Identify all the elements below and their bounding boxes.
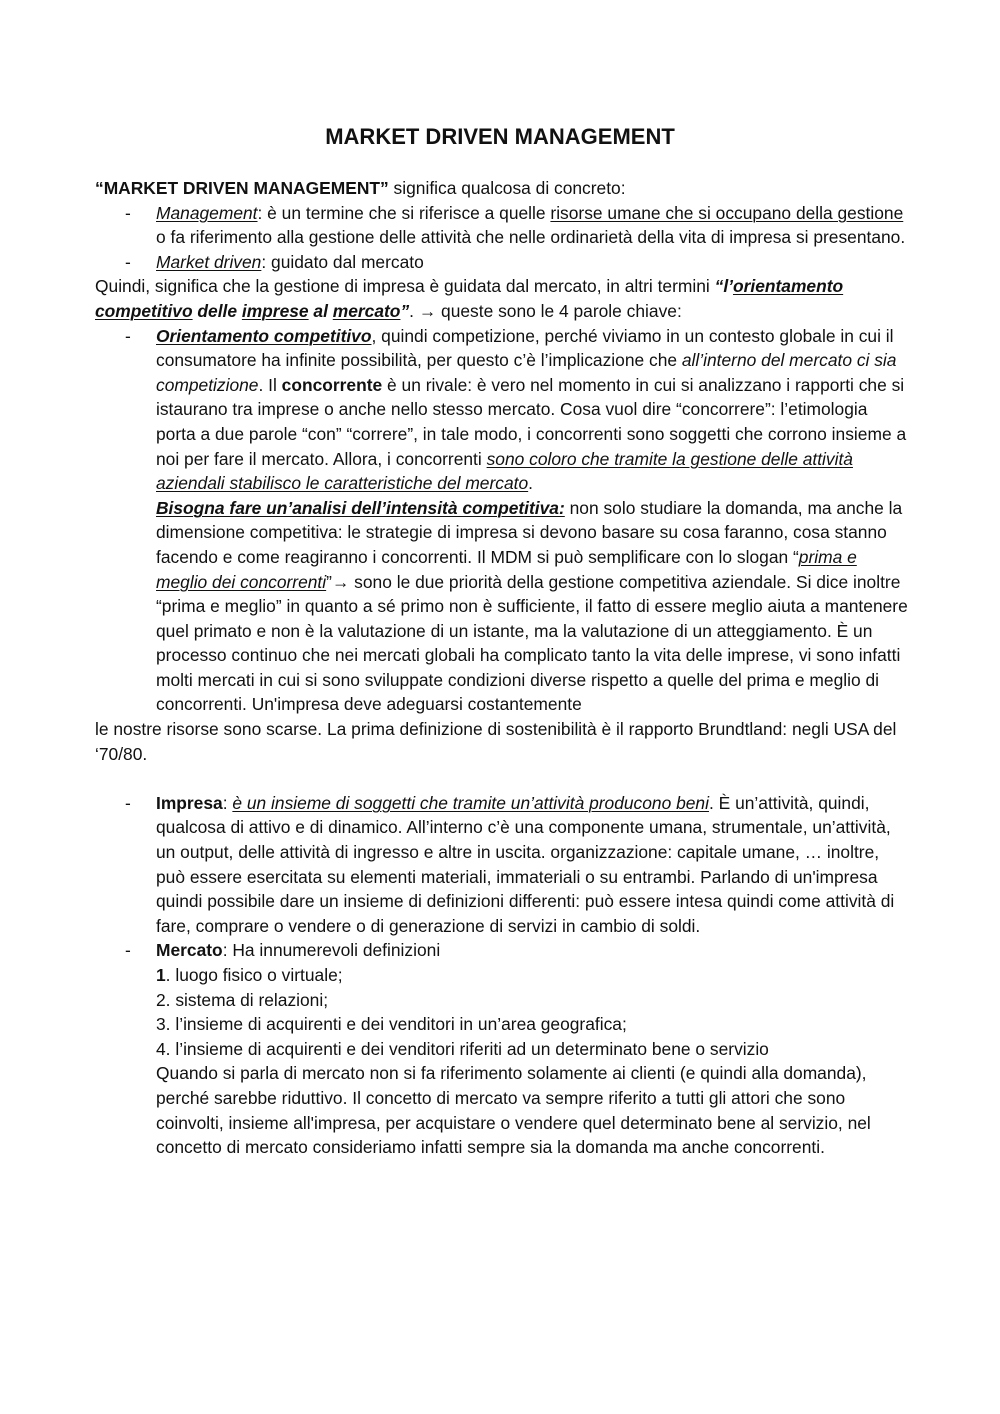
term-mercato: Mercato <box>156 940 223 961</box>
text: delle <box>192 300 242 321</box>
definition-1 <box>156 963 910 988</box>
definition-4: 4. l’insieme di acquirenti e dei venditori riferiti ad un determinato bene o servizio <box>156 1038 769 1059</box>
quote-close: ” <box>400 300 410 321</box>
keyword-orientamento: orientamento competitivo <box>95 276 844 321</box>
mercato-closing: Quando si parla di mercato non si fa riferimento solamente ai clienti (e quindi alla domanda), perché sarebbe riduttivo. Il concetto di mercato va sempre riferito a tutti gli attori che sono coinvolti, insieme all'impresa, per acquistare o vendere quel determinato bene al servizio, nel concetto di mercato consideriamo infatti sempre sia la domanda ma anche concorrenti. <box>156 1063 871 1158</box>
text: sono le due priorità della gestione competitiva aziendale. Si dice inoltre “prima e meglio” in quanto a sé primo non è sufficiente, il fatto di essere meglio aiuta a mantenere quel primato e non è la valutazione di un istante, ma la valutazione di un atteggiamento. È un processo continuo che nei mercati globali ha complicato tanto la vita delle imprese, vi sono infatti molti mercati in cui si sono sviluppate condizioni diverse rispetto a quelle del prima e meglio di concorrenti. Un'impresa deve adeguarsi costantemente <box>156 571 908 715</box>
text: : guidato dal mercato <box>261 251 424 272</box>
definition-number: 1 <box>156 965 166 985</box>
text: : è un termine che si riferisce a quelle <box>257 202 551 223</box>
slogan-text: prima e meglio dei concorrenti <box>156 546 857 592</box>
intro-term: “MARKET DRIVEN MANAGEMENT” <box>95 178 389 198</box>
text: : Ha innumerevoli definizioni <box>222 940 441 961</box>
text: . Il <box>258 374 282 395</box>
underlined-italic-text: sono coloro che tramite la gestione delle attività aziendali stabilisco le caratteristiche del mercato <box>156 448 853 494</box>
page-title: MARKET DRIVEN MANAGEMENT <box>325 124 675 149</box>
underlined-text: risorse umane che si occupano della gestione <box>550 202 904 223</box>
text: ” <box>326 571 332 592</box>
risorse-paragraph: le nostre risorse sono scarse. La prima definizione di sostenibilità è il rapporto Brundtland: negli USA del ‘70/80. <box>95 719 897 764</box>
intro-paragraph <box>95 176 910 201</box>
bullet-dash: - <box>125 325 131 346</box>
text: non solo studiare la domanda, ma anche la dimensione competitiva: le strategie di impresa si devono basare su cosa faranno, cosa stanno facendo e come reagiranno i concorrenti. Il MDM si può semplificare con lo slogan “ <box>156 497 903 567</box>
text: . <box>409 300 419 321</box>
arrow-icon: → <box>418 300 437 321</box>
intro-text: significa qualcosa di concreto: <box>388 178 626 198</box>
text: , quindi competizione, perché viviamo in un contesto globale in cui il consumatore ha infinite possibilità, per questo c’è l’implicazione che <box>156 325 894 371</box>
quindi-paragraph <box>95 274 910 323</box>
document-body <box>95 176 910 1160</box>
text: al <box>308 300 333 321</box>
term-management: Management <box>156 202 258 223</box>
analisi-heading: Bisogna fare un’analisi dell’intensità competitiva: <box>156 497 565 518</box>
term-concorrente: concorrente <box>281 374 383 395</box>
text: Quindi, significa che la gestione di impresa è guidata dal mercato, in altri termini <box>95 276 715 297</box>
bullet-orientamento-competitivo <box>95 324 910 496</box>
definition-2: 2. sistema di relazioni; <box>156 989 329 1010</box>
text: : <box>222 792 233 813</box>
quote-open: “l’ <box>714 276 733 297</box>
blank-line <box>95 766 910 791</box>
term-market-driven: Market driven <box>156 251 262 272</box>
keyword-mercato: mercato <box>332 300 401 321</box>
bullet-dash: - <box>125 251 131 272</box>
text: . È un’attività, quindi, qualcosa di attivo e di dinamico. All’interno c’è una componente umana, strumentale, un’attività, un output, delle attività di ingresso e altre in uscita. organizzazione: capitale umane, … inoltre, può essere esercitata su elementi materiali, immateriali o su entrambi. Parlando di un'impresa quindi possibile dare un insieme di definizioni differenti: può essere intesa quindi come attività di fare, comprare o vendere o di generazione di servizi in cambio di soldi. <box>156 792 895 936</box>
term-orientamento-competitivo: Orientamento competitivo <box>156 325 372 346</box>
bullet-dash: - <box>125 792 131 813</box>
text: . <box>528 473 533 494</box>
definition-3: 3. l’insieme di acquirenti e dei venditori in un’area geografica; <box>156 1014 627 1035</box>
bullet-dash: - <box>125 940 131 961</box>
text: queste sono le 4 parole chiave: <box>436 300 682 321</box>
text: è un rivale: è vero nel momento in cui si analizzano i rapporti che si istaurano tra imprese o anche nello stesso mercato. Cosa vuol dire “concorrere”: l’etimologia porta a due parole “con” “correre”, in tale modo, i concorrenti sono soggetti che corrono insieme a noi per fare il mercato. Allora, i concorrenti <box>156 374 907 469</box>
bullet-market-driven <box>95 250 910 275</box>
analisi-paragraph <box>95 496 910 717</box>
bullet-management <box>95 201 910 250</box>
keyword-imprese: imprese <box>241 300 309 321</box>
bullet-dash: - <box>125 202 131 223</box>
impresa-definition: è un insieme di soggetti che tramite un’attività producono beni <box>232 792 709 813</box>
arrow-icon: → <box>331 571 350 592</box>
bullet-impresa <box>95 791 910 939</box>
italic-text: all’interno del mercato ci sia competizione <box>156 350 897 395</box>
term-impresa: Impresa <box>156 792 223 813</box>
bullet-mercato <box>95 938 910 1159</box>
text: o fa riferimento alla gestione delle attività che nelle ordinarietà della vita di impresa si presentano. <box>156 227 906 248</box>
text: . luogo fisico o virtuale; <box>165 965 343 985</box>
